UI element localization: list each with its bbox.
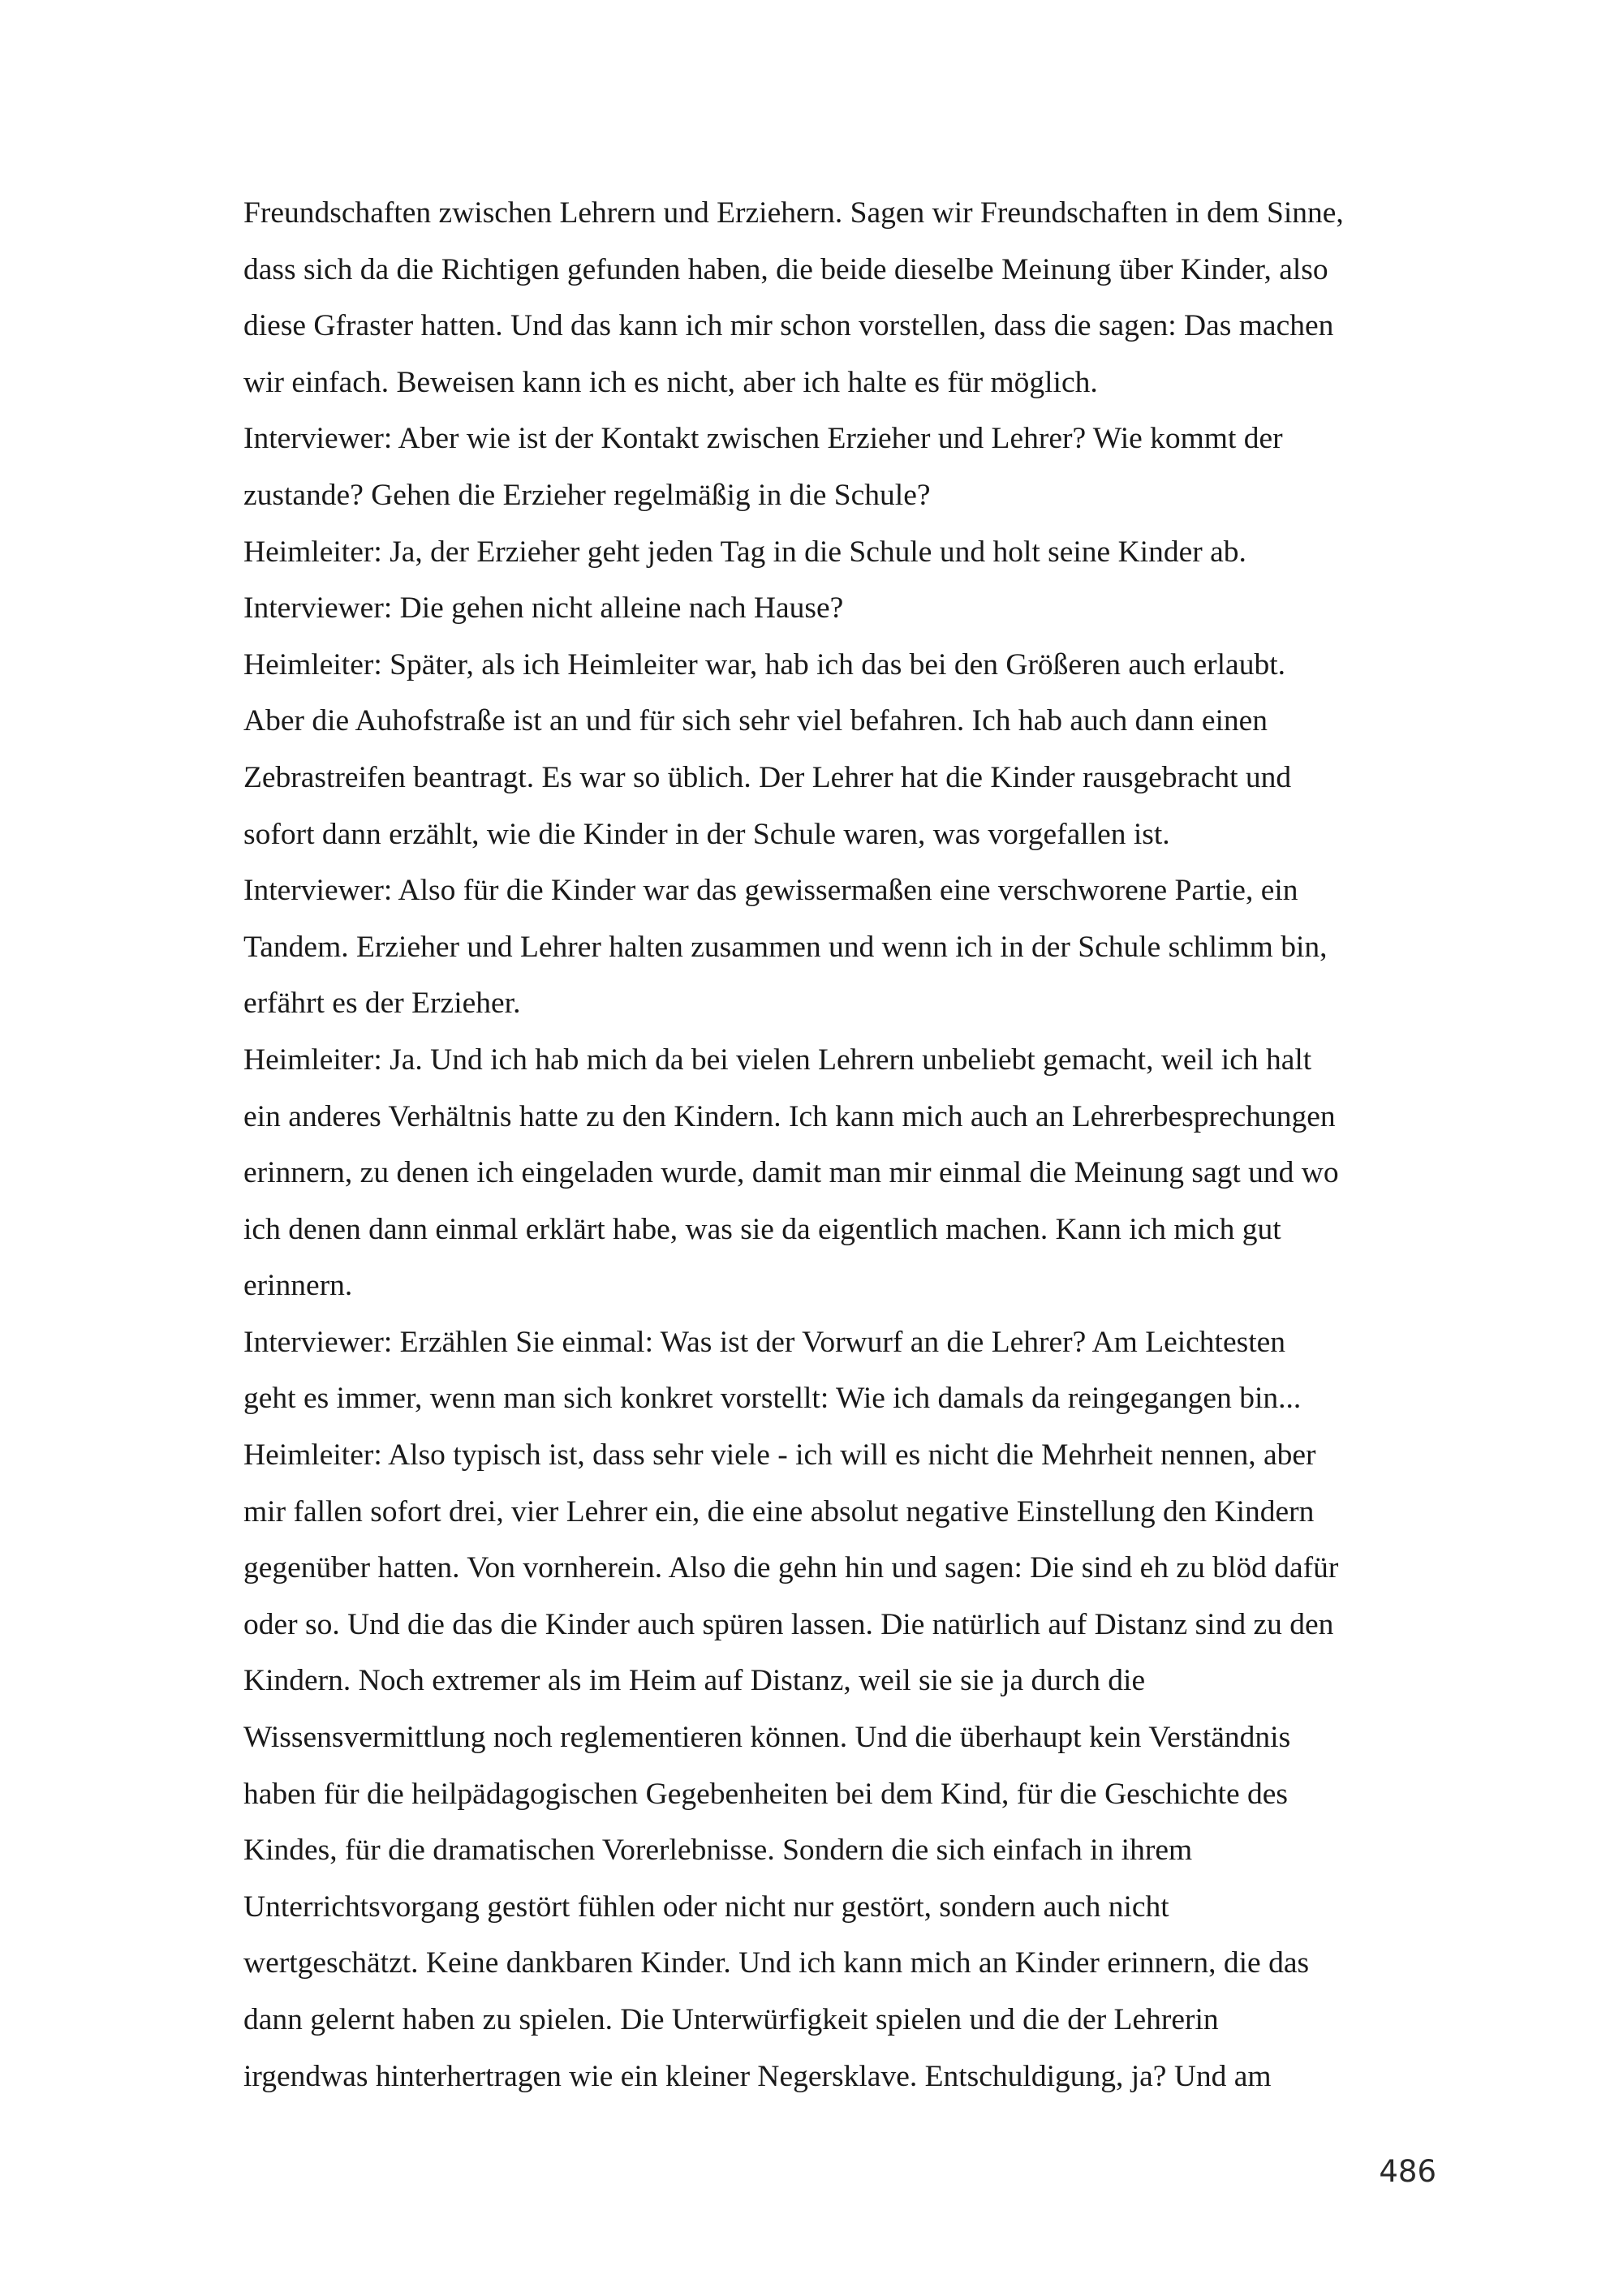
text-line: wertgeschätzt. Keine dankbaren Kinder. Und ich kann mich an Kinder erinnern, die das xyxy=(243,1946,1310,1980)
text-line: oder so. Und die das die Kinder auch spüren lassen. Die natürlich auf Distanz sind zu den xyxy=(243,1607,1334,1641)
text-line: irgendwas hinterhertragen wie ein kleiner Negersklave. Entschuldigung, ja? Und am xyxy=(243,2059,1272,2093)
text-line: sofort dann erzählt, wie die Kinder in der Schule waren, was vorgefallen ist. xyxy=(243,817,1170,851)
text-line: Heimleiter: Ja. Und ich hab mich da bei vielen Lehrern unbeliebt gemacht, weil ich halt xyxy=(243,1043,1312,1077)
text-line: haben für die heilpädagogischen Gegebenheiten bei dem Kind, für die Geschichte des xyxy=(243,1777,1289,1811)
text-line: Heimleiter: Also typisch ist, dass sehr viele - ich will es nicht die Mehrheit nennen, aber xyxy=(243,1438,1316,1473)
text-line: Interviewer: Die gehen nicht alleine nach Hause? xyxy=(243,591,844,626)
text-line: diese Gfraster hatten. Und das kann ich mir schon vorstellen, dass die sagen: Das machen xyxy=(243,309,1334,343)
text-line: dann gelernt haben zu spielen. Die Unterwürfigkeit spielen und die der Lehrerin xyxy=(243,2003,1219,2036)
text-line: Unterrichtsvorgang gestört fühlen oder nicht nur gestört, sondern auch nicht xyxy=(243,1890,1169,1924)
text-line: Interviewer: Also für die Kinder war das gewissermaßen eine verschworene Partie, ein xyxy=(243,874,1298,908)
text-line: Heimleiter: Später, als ich Heimleiter war, hab ich das bei den Größeren auch erlaubt. xyxy=(243,647,1285,681)
text-line: gegenüber hatten. Von vornherein. Also die gehn hin und sagen: Die sind eh zu blöd dafür xyxy=(243,1551,1339,1585)
text-line: Wissensvermittlung noch reglementieren können. Und die überhaupt kein Verständnis xyxy=(243,1721,1291,1755)
text-line: Heimleiter: Ja, der Erzieher geht jeden Tag in die Schule und holt seine Kinder ab. xyxy=(243,535,1246,569)
body-text xyxy=(243,185,1444,2105)
text-line: erinnern, zu denen ich eingeladen wurde, damit man mir einmal die Meinung sagt und wo xyxy=(243,1156,1339,1190)
text-line: dass sich da die Richtigen gefunden haben, die beide dieselbe Meinung über Kinder, also xyxy=(243,252,1328,286)
text-line: Zebrastreifen beantragt. Es war so üblich. Der Lehrer hat die Kinder rausgebracht und xyxy=(243,760,1292,794)
text-line: geht es immer, wenn man sich konkret vorstellt: Wie ich damals da reingegangen bin... xyxy=(243,1382,1302,1416)
text-line: mir fallen sofort drei, vier Lehrer ein, die eine absolut negative Einstellung den Kindern xyxy=(243,1494,1315,1529)
text-line: erfährt es der Erzieher. xyxy=(243,987,521,1021)
text-line: Interviewer: Aber wie ist der Kontakt zwischen Erzieher und Lehrer? Wie kommt der xyxy=(243,422,1283,456)
text-line: Kindern. Noch extremer als im Heim auf Distanz, weil sie sie ja durch die xyxy=(243,1664,1146,1698)
text-line: wir einfach. Beweisen kann ich es nicht, aber ich halte es für möglich. xyxy=(243,365,1098,399)
text-line: Aber die Auhofstraße ist an und für sich sehr viel befahren. Ich hab auch dann einen xyxy=(243,704,1268,738)
text-line: ich denen dann einmal erklärt habe, was sie da eigentlich machen. Kann ich mich gut xyxy=(243,1212,1281,1246)
text-line: ein anderes Verhältnis hatte zu den Kindern. Ich kann mich auch an Lehrerbesprechungen xyxy=(243,1099,1336,1133)
page-number: 486 xyxy=(1379,2154,1436,2189)
text-line: zustande? Gehen die Erzieher regelmäßig in die Schule? xyxy=(243,478,931,512)
text-line: Interviewer: Erzählen Sie einmal: Was ist der Vorwurf an die Lehrer? Am Leichtesten xyxy=(243,1325,1286,1359)
text-line: erinnern. xyxy=(243,1269,353,1303)
text-line: Freundschaften zwischen Lehrern und Erziehern. Sagen wir Freundschaften in dem Sinne, xyxy=(243,196,1344,230)
text-line: Tandem. Erzieher und Lehrer halten zusammen und wenn ich in der Schule schlimm bin, xyxy=(243,930,1328,964)
text-line: Kindes, für die dramatischen Vorerlebnisse. Sondern die sich einfach in ihrem xyxy=(243,1834,1193,1868)
